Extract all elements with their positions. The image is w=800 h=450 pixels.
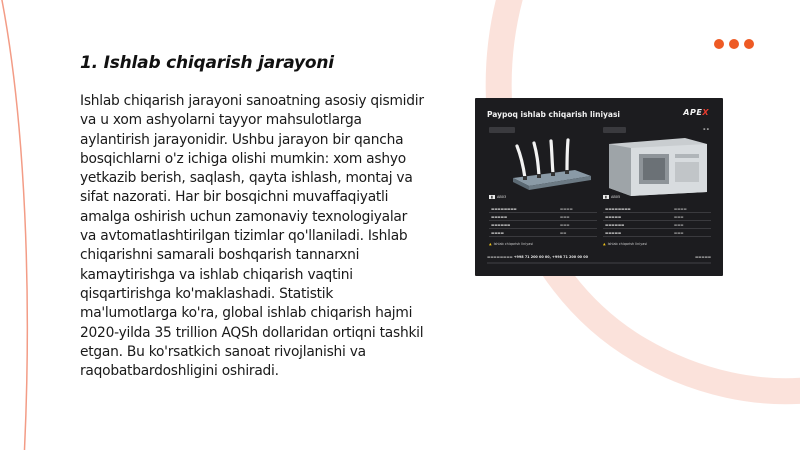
left-subtitle-bar xyxy=(489,127,515,133)
image-page-marker: ▪ ▪ xyxy=(703,127,709,131)
dot-2 xyxy=(729,39,739,49)
left-model-label: ▮ AB03 xyxy=(491,195,507,199)
brand-logo: APEX xyxy=(683,108,709,117)
sock-machine-left-picture xyxy=(505,134,595,192)
dot-1 xyxy=(714,39,724,49)
production-line-image xyxy=(475,98,723,276)
left-warning: ▲ Ishlab chiqarish liniyasi xyxy=(489,242,534,246)
dot-3 xyxy=(744,39,754,49)
slide-title: 1. Ishlab chiqarish jarayoni xyxy=(80,53,334,73)
sock-machine-right-picture xyxy=(603,134,713,196)
footer-strip xyxy=(487,262,711,264)
right-spec-table: ▬▬▬▬▬▬▬▬ ▬▬▬▬ ▬▬▬▬▬ ▬▬▬ ▬▬▬▬▬▬ ▬▬▬ ▬▬▬▬▬ ▬▬▬ xyxy=(603,205,711,237)
right-warning: ▲ Ishlab chiqarish liniyasi xyxy=(603,242,648,246)
contact-website: ▬▬▬▬▬ xyxy=(694,255,711,259)
right-model-label: ▮ AB05 xyxy=(605,195,621,199)
image-title: Paypoq ishlab chiqarish liniyasi xyxy=(487,110,621,119)
left-spec-table: ▬▬▬▬▬▬▬▬ ▬▬▬▬ ▬▬▬▬▬ ▬▬▬ ▬▬▬▬▬▬ ▬▬▬ ▬▬▬▬ ▬▬ xyxy=(489,205,597,237)
contact-phones: ▬▬▬▬▬▬▬▬ +998 71 200 00 00, +998 71 200 00 00 xyxy=(487,255,588,259)
slide-paragraph: Ishlab chiqarish jarayoni sanoatning asosiy qismidir va u xom ashyolarni tayyor mahsulotlarga aylantirish jarayonidir. Ushbu jarayon bir qancha bosqichlarni o'z ichiga olishi mumkin: xom ashyo yetkazib berish, saqlash, qayta ishlash, montaj va sifat nazorati. Har bir bosqichni muvaffaqiyatli amalga oshirish uchun zamonaviy texnologiyalar va avtomatlashtirilgan tizimlar qo'llaniladi. Ishlab chiqarishni samarali boshqarish tannarxni kamaytirishga va ishlab chiqarish vaqtini qisqartirishga ko'maklashadi. Statistik ma'lumotlarga ko'ra, global ishlab chiqarish hajmi 2020-yilda 35 trillion AQSh dollaridan ortiqni tashkil etgan. Bu ko'rsatkich sanoat rivojlanishi va raqobatbardoshligini oshiradi. xyxy=(80,93,424,380)
right-subtitle-bar xyxy=(603,127,626,133)
decorative-dots xyxy=(714,39,754,49)
